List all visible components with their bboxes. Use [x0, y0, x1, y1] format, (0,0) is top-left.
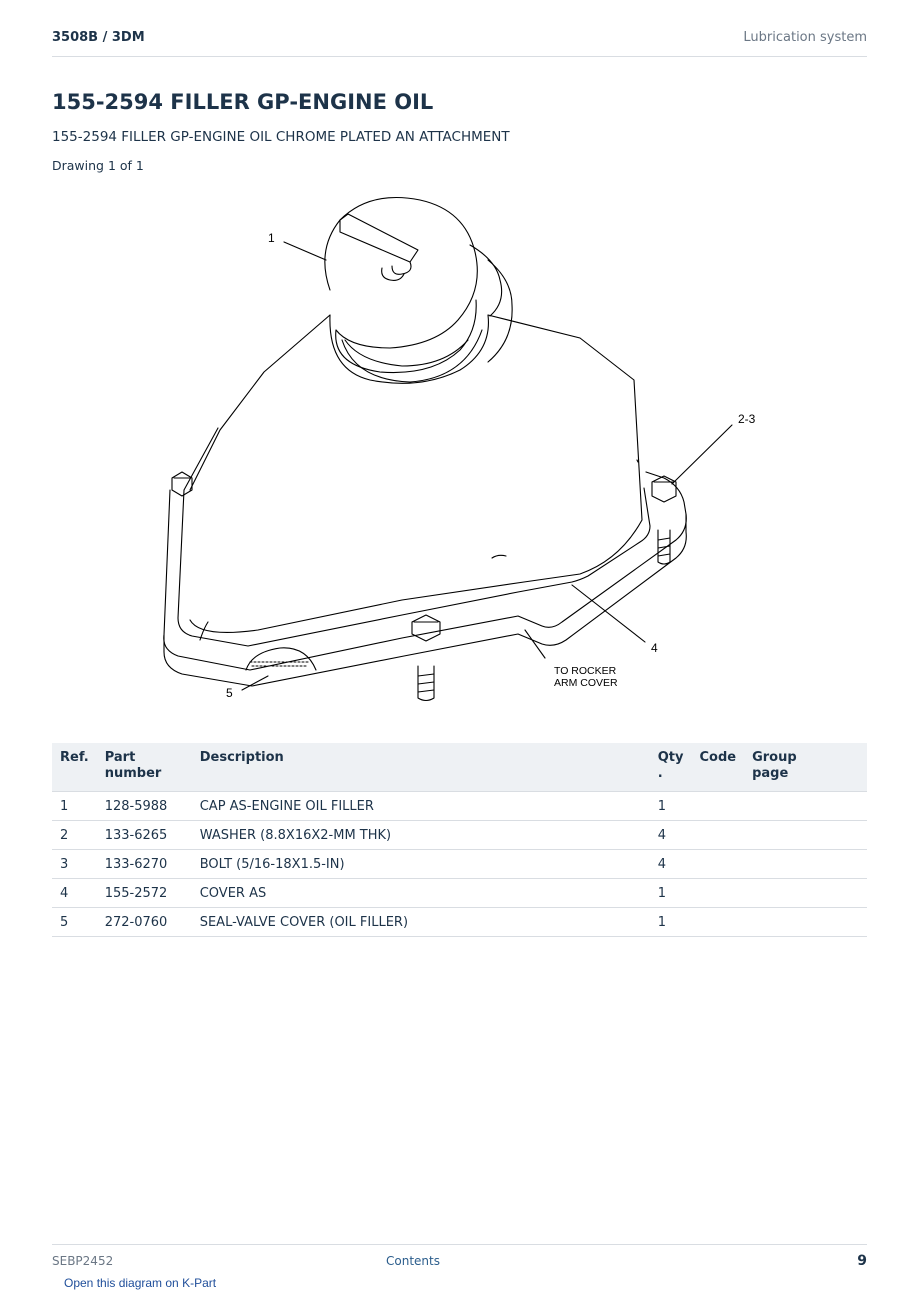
cell-qty: 1 [650, 879, 692, 908]
bolt-left [172, 472, 192, 496]
table-row [52, 792, 867, 821]
table-row [52, 850, 867, 879]
header-group-line1: Group [752, 750, 797, 765]
contents-link[interactable]: Contents [386, 1254, 440, 1268]
cell-part-number: 272-0760 [97, 908, 192, 937]
cell-group-page [744, 821, 867, 850]
bolt-front [412, 615, 440, 701]
header-qty-line2: . [657, 766, 663, 781]
cell-ref: 1 [52, 792, 97, 821]
page-subtitle: 155-2594 FILLER GP-ENGINE OIL CHROME PLATED AN ATTACHMENT [52, 129, 510, 145]
seal [246, 648, 316, 670]
page-title: 155-2594 FILLER GP-ENGINE OIL [52, 90, 434, 114]
drawing-count: Drawing 1 of 1 [52, 158, 144, 173]
cell-description: WASHER (8.8X16X2-MM THK) [192, 821, 650, 850]
callout-4: 4 [651, 641, 658, 655]
callout-2-3: 2-3 [738, 412, 756, 426]
bolt-right [652, 476, 676, 564]
header-ref: Ref. [52, 743, 97, 792]
rocker-note-line1: TO ROCKER [554, 665, 617, 677]
cell-qty: 1 [650, 908, 692, 937]
filler-cap [325, 198, 477, 373]
table-row [52, 879, 867, 908]
cell-ref: 4 [52, 879, 97, 908]
cell-group-page [744, 850, 867, 879]
header-group-page [744, 743, 867, 792]
header-description: Description [192, 743, 650, 792]
cell-group-page [744, 908, 867, 937]
parts-table [52, 743, 867, 937]
cell-code [691, 879, 744, 908]
cell-code [691, 850, 744, 879]
table-row [52, 908, 867, 937]
cell-description: CAP AS-ENGINE OIL FILLER [192, 792, 650, 821]
filler-neck [330, 245, 512, 383]
cell-qty: 4 [650, 850, 692, 879]
header-qty [650, 743, 692, 792]
cell-code [691, 821, 744, 850]
document-id: SEBP2452 [52, 1254, 114, 1268]
page-header [52, 28, 867, 57]
cell-qty: 1 [650, 792, 692, 821]
cell-part-number: 133-6265 [97, 821, 192, 850]
model-label: 3508B / 3DM [52, 30, 145, 45]
header-group-line2: page [752, 766, 789, 781]
page-footer [52, 1244, 867, 1275]
cell-ref: 5 [52, 908, 97, 937]
rocker-note-line2: ARM COVER [554, 677, 618, 689]
cell-part-number: 155-2572 [97, 879, 192, 908]
cell-part-number: 133-6270 [97, 850, 192, 879]
page-number: 9 [857, 1253, 867, 1269]
cell-description: BOLT (5/16-18X1.5-IN) [192, 850, 650, 879]
callout-5: 5 [226, 686, 233, 700]
cell-code [691, 908, 744, 937]
cell-group-page [744, 879, 867, 908]
callout-1: 1 [268, 231, 275, 245]
open-kpart-link[interactable]: Open this diagram on K-Part [64, 1276, 217, 1290]
table-header-row [52, 743, 867, 792]
header-qty-line1: Qty [657, 750, 684, 765]
cell-group-page [744, 792, 867, 821]
cell-ref: 3 [52, 850, 97, 879]
table-row [52, 821, 867, 850]
leader-lines [242, 242, 732, 690]
cell-qty: 4 [650, 821, 692, 850]
cell-ref: 2 [52, 821, 97, 850]
cell-description: COVER AS [192, 879, 650, 908]
cell-part-number: 128-5988 [97, 792, 192, 821]
cell-code [691, 792, 744, 821]
header-part-number: Part number [97, 743, 192, 792]
parts-diagram [140, 190, 780, 715]
cover-outline [164, 315, 687, 686]
cell-description: SEAL-VALVE COVER (OIL FILLER) [192, 908, 650, 937]
header-code: Code [691, 743, 744, 792]
section-label: Lubrication system [743, 30, 867, 45]
